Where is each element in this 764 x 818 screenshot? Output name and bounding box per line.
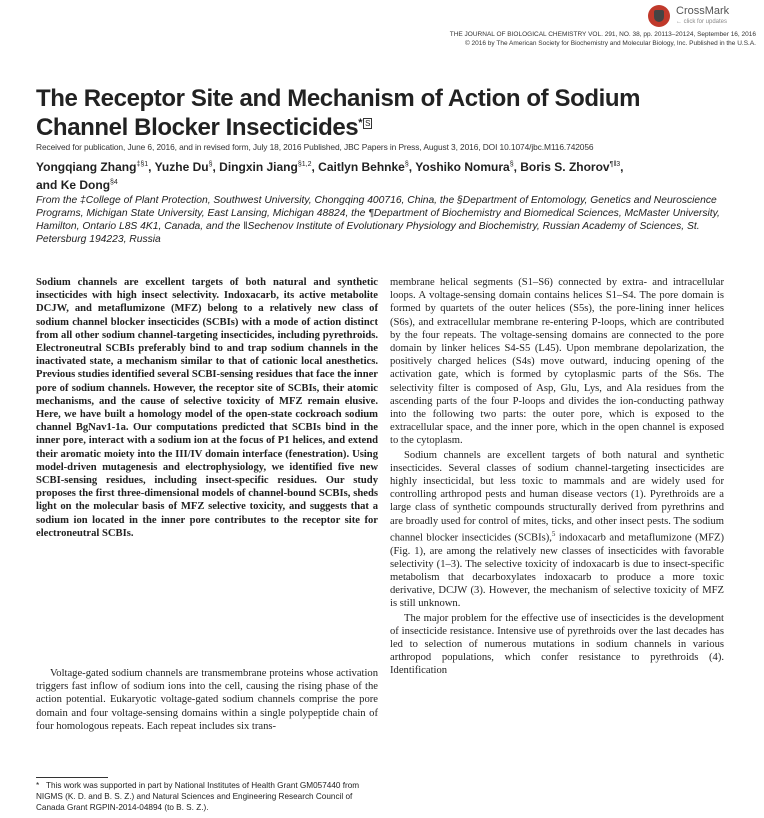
author-name: Yoshiko Nomura — [415, 160, 510, 174]
body-paragraph: membrane helical segments (S1–S6) connected by extra- and intracellular loops. A voltage-sensing domain contains helices S1–S4. The pore domain is formed by quartets of the outer helices (S5s), the pore-lining inner helices (S6s), and extracellular membrane re-entering P-loops, which are contributed by the four repeats. The voltage-sensing domains are connected to the pore domain by linker helices S4-S5 (L45). Upon membrane depolarization, the positively charged helices (S4s) move outward, inducing opening of the activation gate, which is formed by cytoplasmic parts of the S6s. The selectivity filter is composed of Asp, Glu, Lys, and Ala residues from the ascending parts of the four P-loops and divides the ion-conducting pathway into the following two parts: the outer pore, which is exposed to the extracellular space, and the inner pore, which in the open channel is exposed to the cytoplasm. — [390, 277, 724, 447]
intro-text: Voltage-gated sodium channels are transmembrane proteins whose activation triggers fast inflow of sodium ions into the cell, causing the rising phase of the action potential. Eukaryotic voltage-gated sodium channels comprise the pore domain and four voltage-sensing domains within a single polypeptide chain of four homologous repeats. Each repeat includes six trans- — [36, 668, 378, 732]
funding-footnote — [36, 780, 378, 813]
author-affiliation-marker: § — [509, 161, 514, 168]
author-conjunction: and — [36, 178, 58, 192]
body-text: Sodium channels are excellent targets of both natural and synthetic insecticides. Several classes of sodium channel-targeting insecticides are highly insecticidal, but less toxic to mammals and are widely used for controlling arthropod pests and human disease vectors (1). Pyrethroids are a large class of synthetic compounds structurally derived from pyrethrins and are broadly used for control of mites, ticks, and other insect pests. The sodium channel blocker insecticides (SCBIs), — [390, 449, 724, 544]
footnote-ref[interactable]: 5 — [551, 529, 556, 538]
author-affiliation-marker: ¶‖3 — [609, 161, 621, 168]
affiliations: From the ‡College of Plant Protection, Southwest University, Chongqing 400716, China, the §Department of Entomology, Genetics and Neuroscience Programs, Michigan State University, East Lansing, Michigan 48824, the ¶Department of Biochemistry and Biomedical Sciences, McMaster University, Hamilton, Ontario L8S 4K1, Canada, and the ‖Sechenov Institute of Evolutionary Physiology and Biochemistry, Russian Academy of Sciences, St. Petersburg 194223, Russia — [36, 195, 720, 245]
author-affiliation-marker: § — [208, 161, 213, 168]
journal-header — [450, 31, 756, 48]
body-paragraph — [390, 449, 724, 611]
title-footnote-marker[interactable]: * — [358, 117, 363, 129]
intro-paragraph — [36, 667, 378, 733]
footnote-text: This work was supported in part by National Institutes of Health Grant GM057440 from NIGMS (K. D. and B. S. Z.) and Natural Sciences and Engineering Research Council of Canada Grant RGPIN-2014-04894 (to B. S. Z.). — [36, 781, 360, 812]
author-affiliation-marker: §4 — [110, 179, 118, 186]
article-title — [36, 86, 716, 140]
author-list: Yongqiang Zhang$^{\ddagger\S 1}$, Yuzhe Du§, Dingxin Jiang$^{\S 1,2}$, Caitlyn Behnke§, Yoshiko Nomura§, Boris S. Zhorov$^{\P‖3}$, and Ke Dong$^{\S 4}$ — [36, 160, 624, 192]
crossmark-badge[interactable] — [646, 3, 762, 33]
crossmark-title[interactable]: CrossMark — [676, 5, 730, 17]
author-affiliation-marker: §1,2 — [297, 161, 312, 168]
footnote-marker: * — [36, 781, 40, 790]
received-dates: Received for publication, June 6, 2016, and in revised form, July 18, 2016 Published, JBC Papers in Press, August 3, 2016, DOI 10.1074/jbc.M116.742056 — [36, 142, 594, 152]
body-text: indoxacarb and metaflumizone (MFZ) (Fig. 1), are among the relatively new classes of insecticides with favorable selectivity (1–3). The selective toxicity of indoxacarb is due to insect-specific metabolism that decarboxylates indoxacarb to produce a more toxic derivative, DCJW (3). However, the mechanism of selective toxicity of MFZ is still unknown. — [390, 532, 724, 610]
author-name: Dingxin Jiang — [219, 160, 298, 174]
author-affiliation-marker: § — [404, 161, 409, 168]
supplemental-material-icon[interactable]: S — [365, 119, 371, 128]
author-name: Ke Dong — [60, 178, 111, 192]
author-name: Yongqiang Zhang — [36, 160, 137, 174]
journal-citation: THE JOURNAL OF BIOLOGICAL CHEMISTRY VOL. 291, NO. 38, pp. 20113–20124, September 16, 2016 — [449, 31, 756, 38]
crossmark-subtitle[interactable]: ← click for updates — [676, 19, 728, 25]
footnote-divider — [36, 777, 108, 778]
author-affiliation-marker: ‡§1 — [136, 161, 149, 168]
body-paragraph: The major problem for the effective use of insecticides is the development of insecticide resistance. Intensive use of pyrethroids over the last decades has led to selection of numerous mutations in sodium channels in various arthropod populations, which confer resistance to pyrethroids (4). Identification — [390, 612, 724, 677]
author-name: Boris S. Zhorov — [520, 160, 610, 174]
abstract: Sodium channels are excellent targets of both natural and synthetic insecticides with high insect selectivity. Indoxacarb, its active metabolite DCJW, and metaflumizone (MFZ) belong to a relatively new class of sodium channel blocker insecticides (SCBIs) with a mode of action distinct from all other sodium channel-targeting insecticides, including pyrethroids. Electroneutral SCBIs preferably bind to and trap sodium channels in the inactivated state, a mechanism similar to that of cationic local anesthetics. Previous studies identified several SCBI-sensing residues that face the inner pore of sodium channels. However, the receptor site of SCBIs, their atomic mechanisms, and the cause of selective toxicity of MFZ remain elusive. Here, we have built a homology model of the open-state cockroach sodium channel BgNav1-1a. Our computations predicted that SCBIs bind in the inner pore, interact with a sodium ion at the focus of P1 helices, and extend their aromatic moiety into the III/IV domain interface (fenestration). Using model-driven mutagenesis and electrophysiology, we identified five new SCBI-sensing residues, including insect-specific residues. Our study proposes the first three-dimensional models of channel-bound SCBIs, sheds light on the molecular basis of MFZ selective toxicity, and suggests that a sodium ion located in the inner pore contributes to the receptor site for electroneutral SCBIs. — [36, 277, 378, 539]
crossmark-icon[interactable] — [648, 5, 670, 27]
article-title-text: The Receptor Site and Mechanism of Action of Sodium Channel Blocker Insecticides — [36, 85, 641, 141]
journal-copyright: © 2016 by The American Society for Biochemistry and Molecular Biology, Inc. Published in the U.S.A. — [464, 39, 756, 47]
author-name: Yuzhe Du — [154, 160, 209, 174]
author-name: Caitlyn Behnke — [318, 160, 405, 174]
right-column — [390, 276, 724, 678]
